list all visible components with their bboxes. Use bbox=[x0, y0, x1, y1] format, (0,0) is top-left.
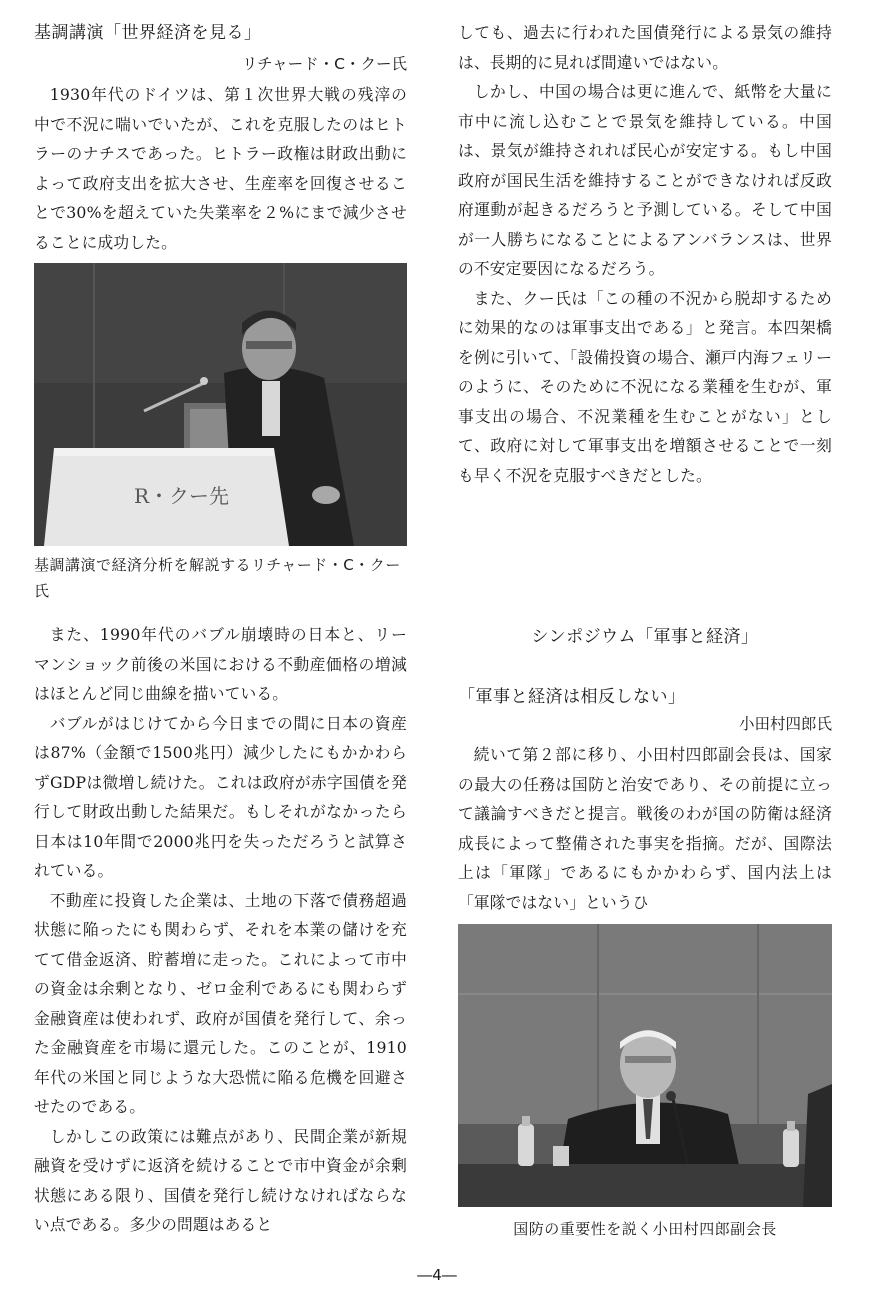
symposium-photo-caption: 国防の重要性を説く小田村四郎副会長 bbox=[513, 1220, 777, 1238]
page-number: ―4― bbox=[417, 1266, 457, 1284]
left-section-2 bbox=[34, 620, 407, 1240]
keynote-photo bbox=[34, 263, 407, 546]
left-section-1 bbox=[34, 80, 407, 257]
keynote-byline: リチャード・C・クー氏 bbox=[241, 55, 407, 73]
left-paragraph-4: 不動産に投資した企業は、土地の下落で債務超過状態に陥ったにも関わらず、それを本業の儲けを充てて借金返済、貯蓄増に走った。これによって市中の資金は余剰となり、ゼロ金利であるにも関わらず金融資産は使われず、政府が国債を発行して、余った金融資産を市場に還元した。このことが、1910年代の米国と同じような大恐慌に陥る危機を回避させたのである。 bbox=[34, 890, 407, 1116]
keynote-heading: 基調講演「世界経済を見る」 bbox=[34, 23, 262, 43]
symposium-heading: シンポジウム「軍事と経済」 bbox=[531, 627, 759, 647]
left-paragraph-5: しかしこの政策には難点があり、民間企業が新規融資を受けずに返済を続けることで市中資金が余剰状態にある限り、国債を発行し続けなければならない点である。多少の問題はあると bbox=[34, 1126, 407, 1234]
right-paragraph-2: しかし、中国の場合は更に進んで、紙幣を大量に市中に流し込むことで景気を維持している。中国は、景気が維持されれば民心が安定する。もし中国政府が国民生活を維持することができなければ反政府運動が起きるだろうと予測している。そして中国が一人勝ちになることによるアンバランスは、世界の不安定要因になるだろう。 bbox=[458, 82, 832, 278]
symposium-subheading: 「軍事と経済は相反しない」 bbox=[458, 687, 686, 707]
podium-sign-text: R・クー先 bbox=[134, 484, 230, 508]
right-paragraph-3: また、クー氏は「この種の不況から脱却するために効果的なのは軍事支出である」と発言。本四架橋を例に引いて、「設備投資の場合、瀬戸内海フェリーのように、そのために不況になる業種を生むが、軍事支出の場合、不況業種を生むことがない」として、政府に対して軍事支出を増額させることで一刻も早く不況を克服すべきだとした。 bbox=[458, 288, 832, 485]
symposium-byline: 小田村四郎氏 bbox=[738, 715, 832, 733]
right-paragraph-4: 続いて第２部に移り、小田村四郎副会長は、国家の最大の任務は国防と治安であり、その前提に立って議論すべきだと提言。戦後のわが国の防衛は経済成長によって整備された事実を指摘。だが、国際法上は「軍隊」であるにもかかわらず、国内法上は「軍隊ではない」というひ bbox=[458, 745, 832, 912]
keynote-photo-caption: 基調講演で経済分析を解説するリチャード・C・クー氏 bbox=[34, 556, 401, 600]
left-paragraph-2: また、1990年代のバブル崩壊時の日本と、リーマンショック前後の米国における不動産価格の増減はほとんど同じ曲線を描いている。 bbox=[34, 625, 407, 703]
keynote-photo-image bbox=[34, 263, 407, 546]
symposium-photo-image bbox=[458, 924, 832, 1207]
right-section-2 bbox=[458, 740, 832, 917]
left-paragraph-1: 1930年代のドイツは、第１次世界大戦の残滓の中で不況に喘いでいたが、これを克服したのはヒトラーのナチスであった。ヒトラー政権は財政出動によって政府支出を拡大させ、生産率を回復させることで30%を超えていた失業率を２%にまで減少させることに成功した。 bbox=[34, 85, 407, 252]
right-section-1 bbox=[458, 18, 832, 490]
right-paragraph-1: しても、過去に行われた国債発行による景気の維持は、長期的に見れば間違いではない。 bbox=[458, 23, 832, 72]
symposium-photo bbox=[458, 924, 832, 1207]
left-paragraph-3: バブルがはじけてから今日までの間に日本の資産は87%（金額で1500兆円）減少したにもかかわらずGDPは微増し続けた。これは政府が赤字国債を発行して財政出動した結果だ。もしそれがなかったら日本は10年間で2000兆円を失っただろうと試算されている。 bbox=[34, 713, 407, 880]
